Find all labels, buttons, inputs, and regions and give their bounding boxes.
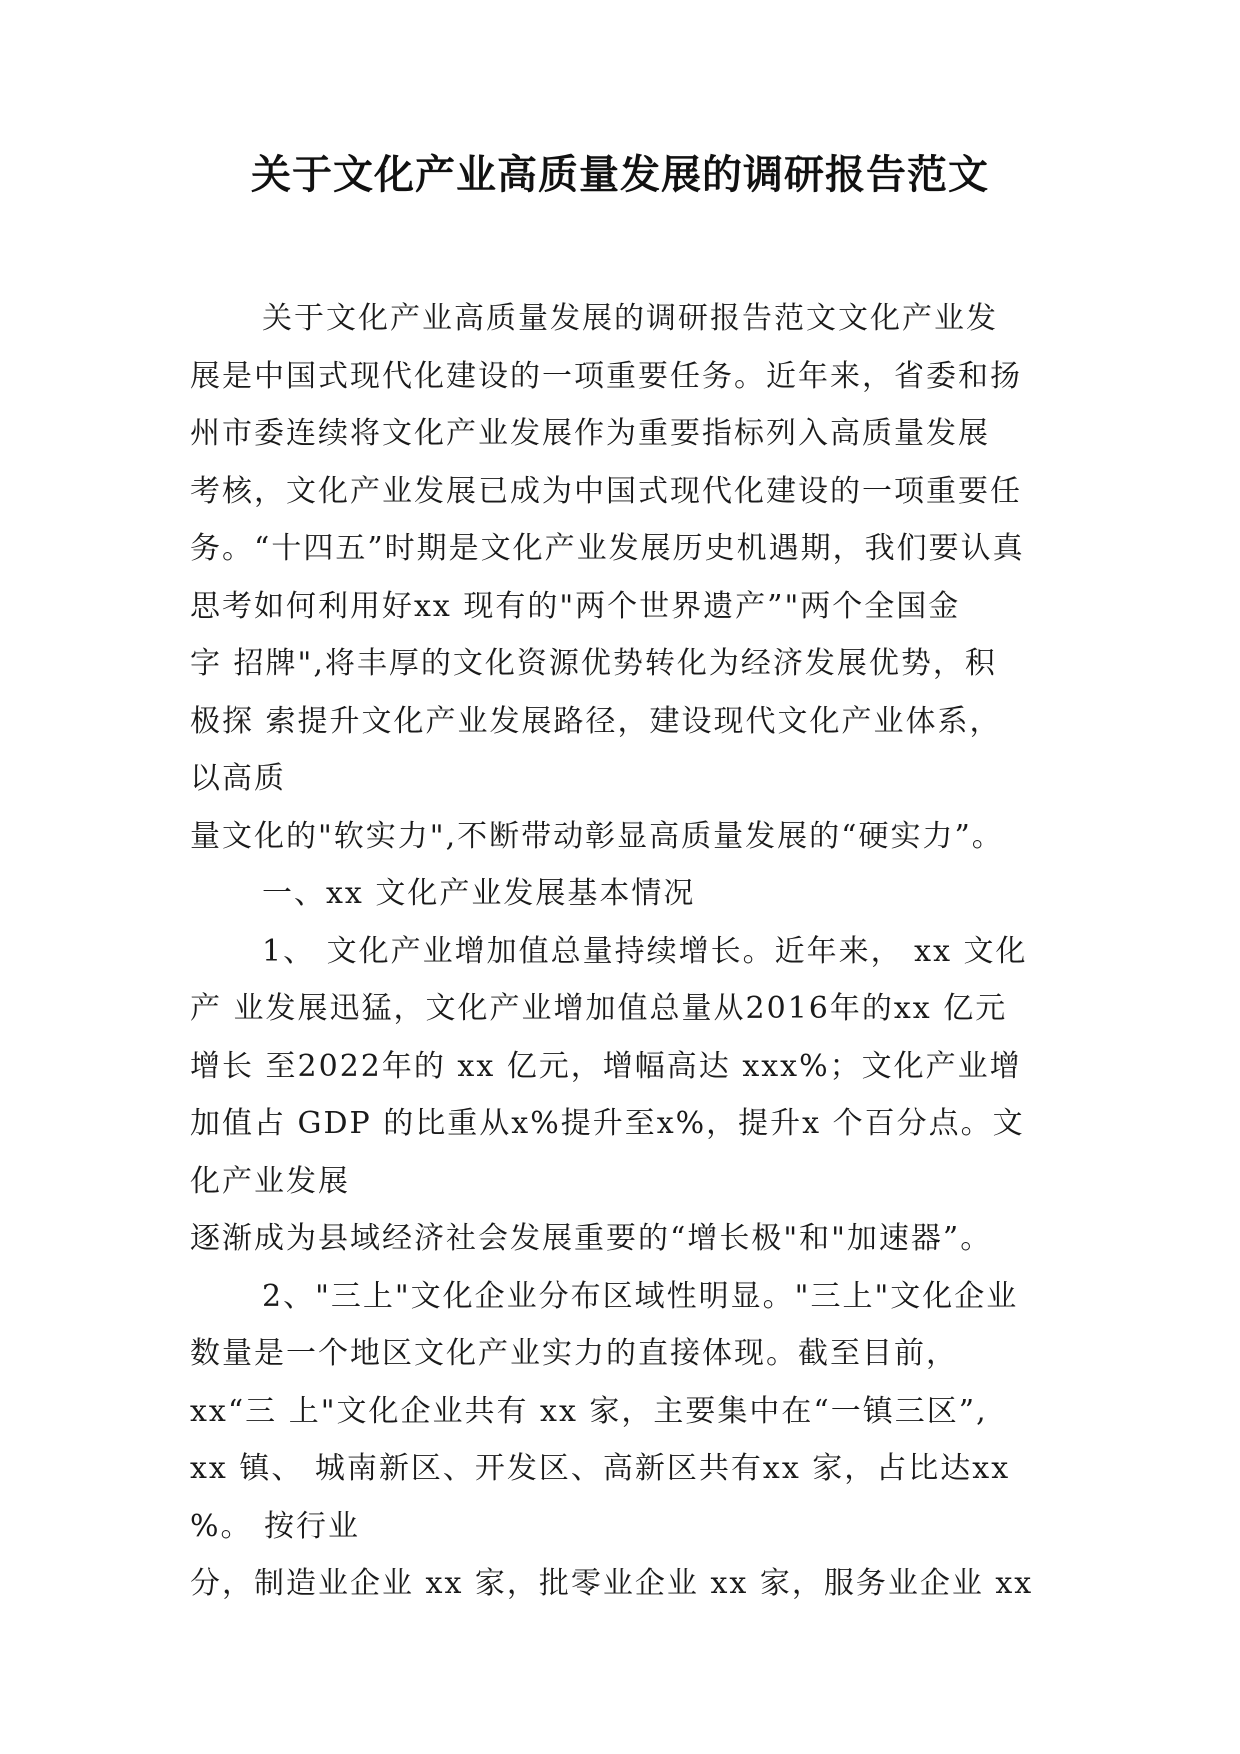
text-line: 州市委连续将文化产业发展作为重要指标列入高质量发展: [190, 416, 990, 451]
text-line: 化产业发展: [190, 1163, 350, 1199]
text-line: 数量是一个地区文化产业实力的直接体现。截至目前，: [190, 1336, 958, 1371]
text-line: xx“三 上"文化企业共有 xx 家，主要集中在“一镇三区”,: [190, 1393, 988, 1429]
text-line: 以高质: [190, 761, 286, 796]
document-title: 关于文化产业高质量发展的调研报告范文: [251, 152, 989, 198]
text-line: 展是中国式现代化建设的一项重要任务。近年来，省委和扬: [190, 358, 1022, 394]
text-line: 逐渐成为县域经济社会发展重要的“增长极"和"加速器”。: [190, 1221, 993, 1256]
text-line: 务。“十四五”时期是文化产业发展历史机遇期，我们要认真: [190, 531, 1025, 566]
text-line: %。 按行业: [190, 1508, 361, 1544]
text-line: 增长 至2022年的 xx 亿元，增幅高达 xxx%；文化产业增: [190, 1048, 1022, 1084]
text-line: 字 招牌",将丰厚的文化资源优势转化为经济发展优势，积: [190, 646, 997, 681]
text-line: 一、xx 文化产业发展基本情况: [262, 876, 696, 911]
text-line: 加值占 GDP 的比重从x%提升至x%，提升x 个百分点。文: [190, 1106, 1025, 1141]
text-line: xx 镇、 城南新区、开发区、高新区共有xx 家，占比达xx: [190, 1451, 1011, 1486]
text-line: 产 业发展迅猛，文化产业增加值总量从2016年的xx 亿元: [190, 991, 1008, 1026]
text-line: 1、 文化产业增加值总量持续增长。近年来， xx 文化: [262, 933, 1028, 969]
text-line: 关于文化产业高质量发展的调研报告范文文化产业发: [262, 301, 998, 336]
text-line: 分，制造业企业 xx 家，批零业企业 xx 家，服务业企业 xx: [190, 1566, 1034, 1601]
text-line: 思考如何利用好xx 现有的"两个世界遗产”"两个全国金: [190, 588, 961, 624]
document-body: [190, 290, 1070, 1613]
text-line: 2、"三上"文化企业分布区域性明显。"三上"文化企业: [262, 1278, 1019, 1314]
text-line: 极探 索提升文化产业发展路径，建设现代文化产业体系，: [190, 703, 1002, 739]
text-line: 量文化的"软实力",不断带动彰显高质量发展的“硬实力”。: [190, 818, 1004, 854]
text-line: 考核，文化产业发展已成为中国式现代化建设的一项重要任: [190, 473, 1022, 509]
